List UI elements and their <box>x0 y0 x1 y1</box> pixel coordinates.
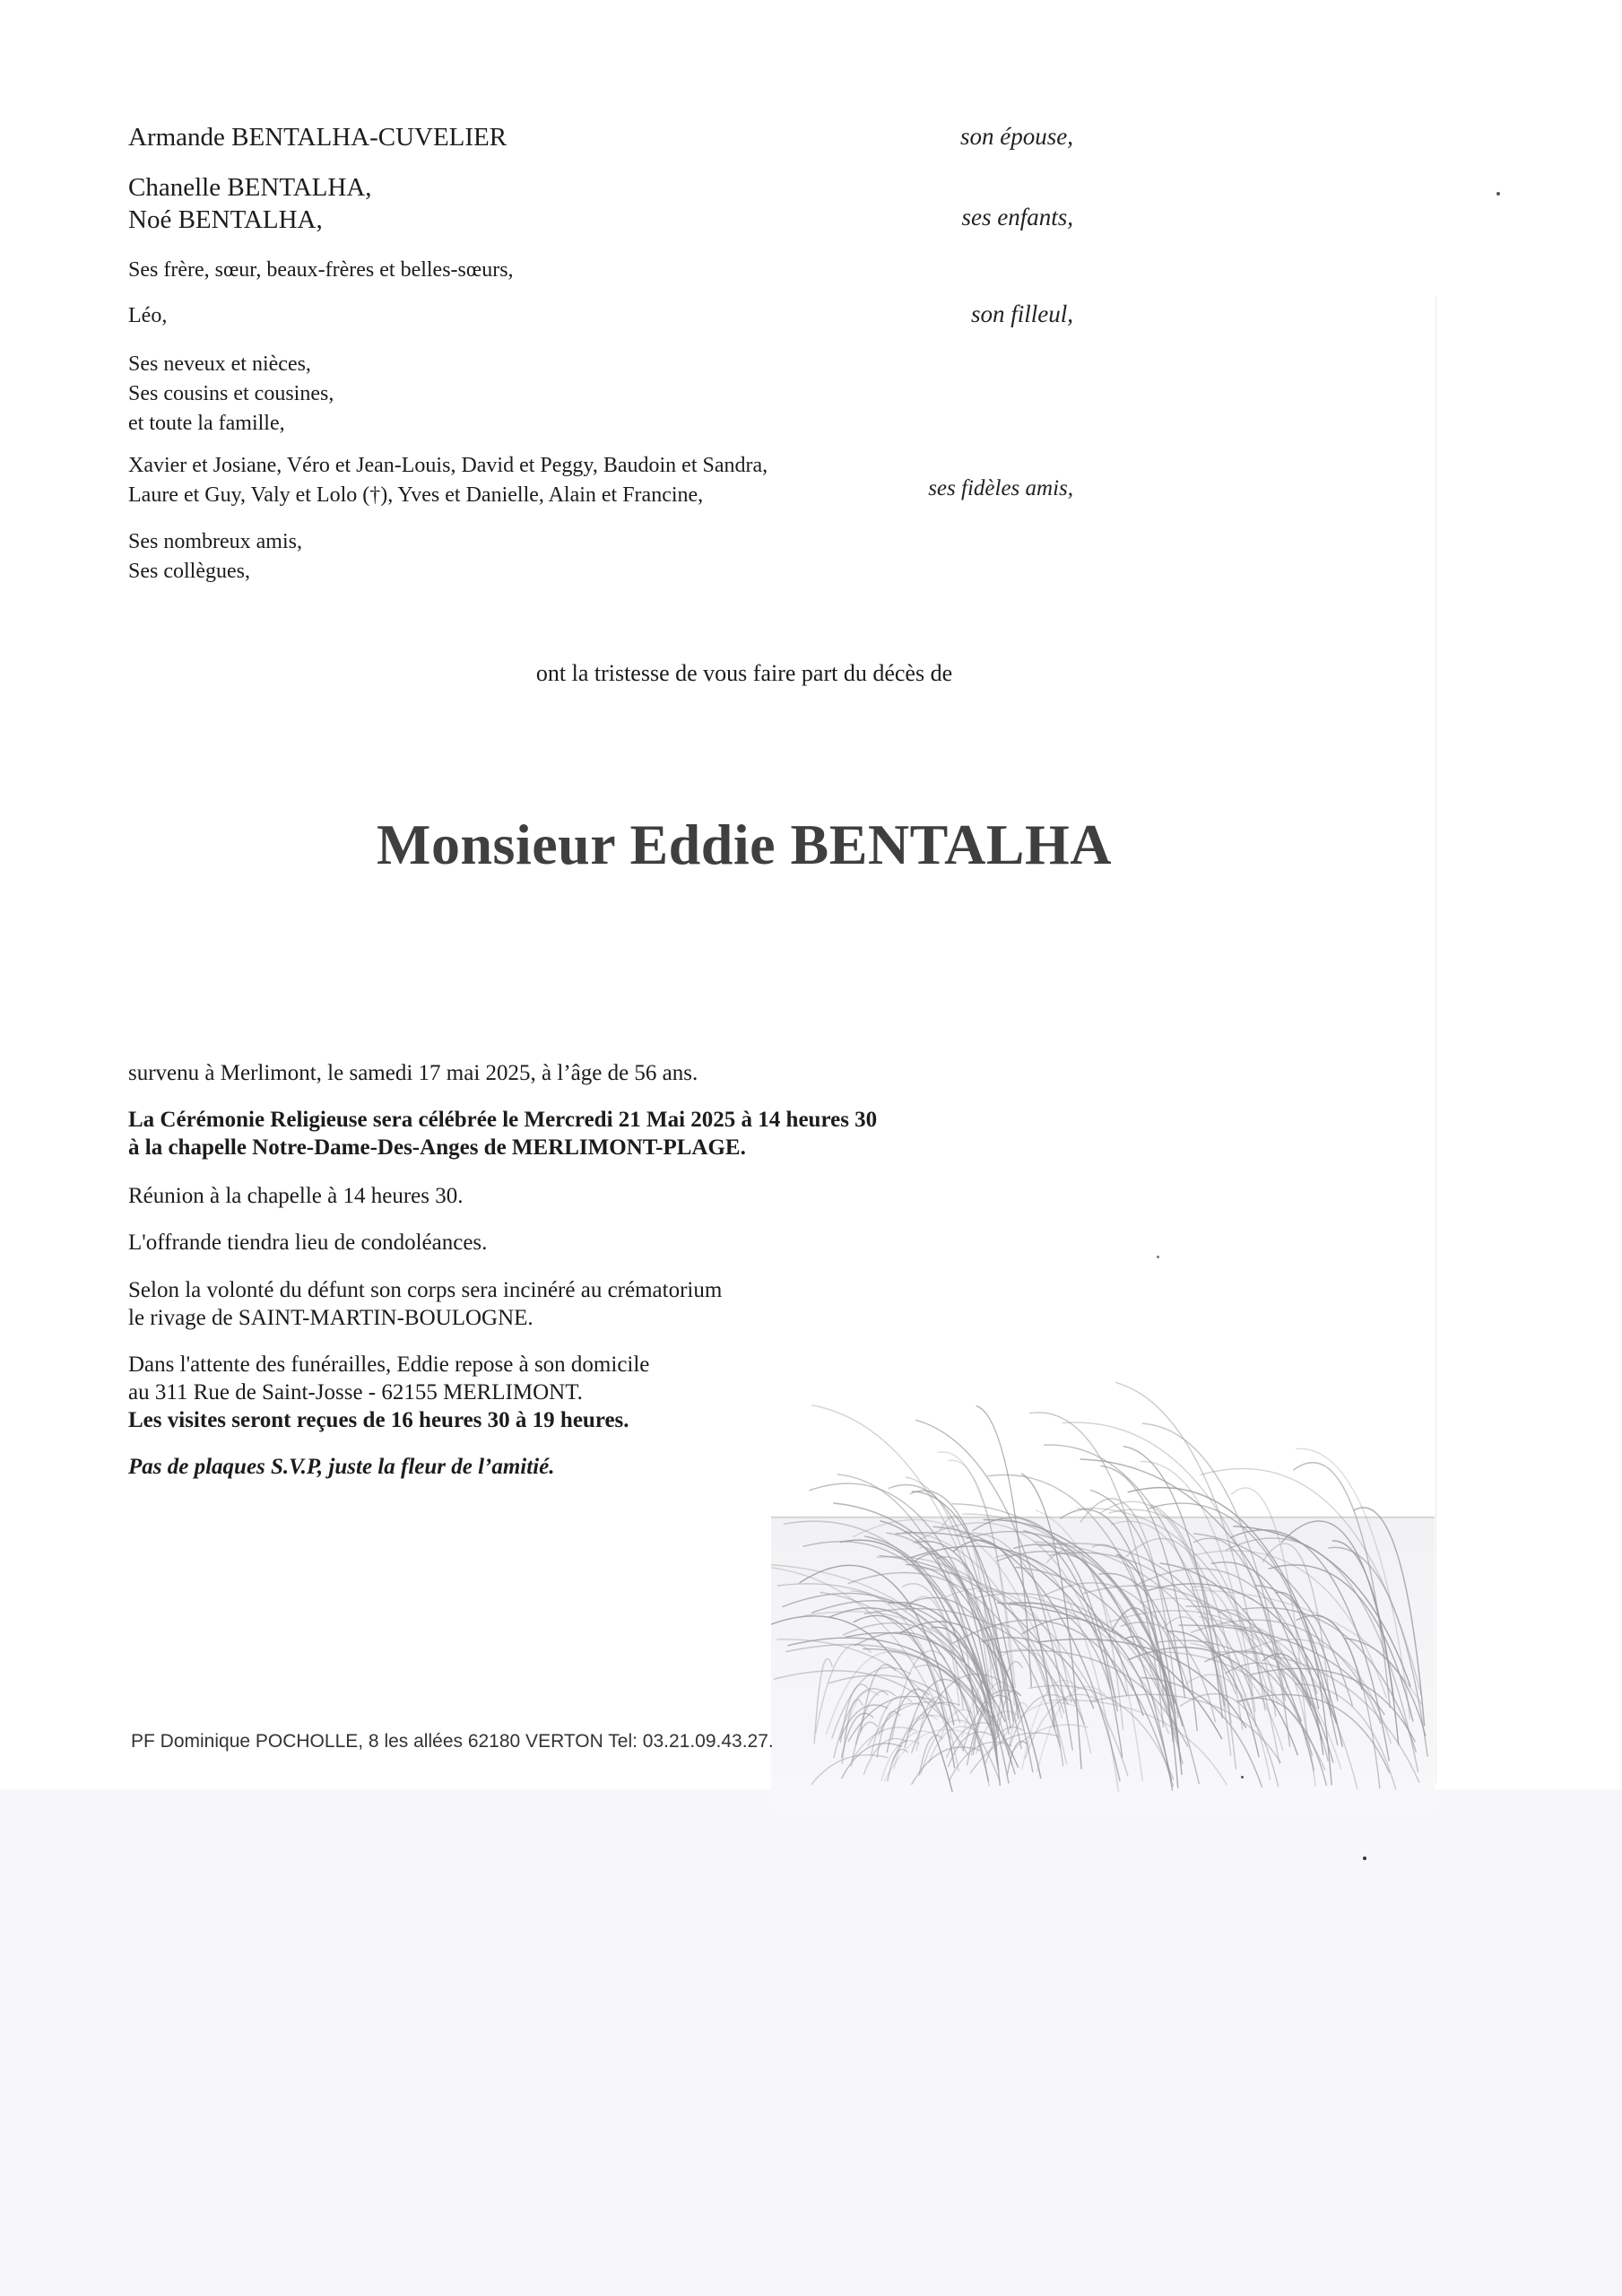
family-entry-colleagues <box>128 527 1348 587</box>
relation-label: son filleul, <box>971 300 1073 327</box>
passing-details: survenu à Merlimont, le samedi 17 mai 2025, à l’âge de 56 ans. <box>128 1061 698 1085</box>
relation-label: son épouse, <box>960 123 1073 150</box>
family-name: Chanelle BENTALHA, <box>128 173 372 202</box>
family-entry-extended <box>128 350 1348 439</box>
relation-label: ses fidèles amis, <box>928 476 1073 500</box>
rest-line: Dans l'attente des funérailles, Eddie repose à son domicile <box>128 1352 650 1377</box>
funeral-home-footer: PF Dominique POCHOLLE, 8 les allées 62180 VERTON Tel: 03.21.09.43.27. <box>131 1731 774 1752</box>
family-name: Armande BENTALHA-CUVELIER <box>128 123 507 152</box>
family-name: Xavier et Josiane, Véro et Jean-Louis, David et Peggy, Baudoin et Sandra, <box>128 454 768 477</box>
family-name: Ses collègues, <box>128 560 250 583</box>
visits-line: Les visites seront reçues de 16 heures 30 à 19 heures. <box>128 1408 629 1432</box>
family-entry-children <box>128 171 1348 236</box>
family-entry-siblings <box>128 256 1348 285</box>
family-name: Ses frère, sœur, beaux-frères et belles-sœurs, <box>128 258 514 282</box>
family-name: Léo, <box>128 304 168 327</box>
family-name: Ses neveux et nièces, <box>128 352 311 376</box>
meeting-details: Réunion à la chapelle à 14 heures 30. <box>128 1184 464 1208</box>
rest-line: au 311 Rue de Saint-Josse - 62155 MERLIMONT. <box>128 1380 583 1405</box>
family-name: Ses cousins et cousines, <box>128 382 334 405</box>
family-entry-friends <box>128 451 1348 510</box>
family-name: Ses nombreux amis, <box>128 530 302 553</box>
cremation-line: Selon la volonté du défunt son corps sera incinéré au crématorium <box>128 1278 723 1302</box>
ceremony-line: La Cérémonie Religieuse sera célébrée le Mercredi 21 Mai 2025 à 14 heures 30 <box>128 1108 878 1132</box>
cremation-line: le rivage de SAINT-MARTIN-BOULOGNE. <box>128 1306 533 1330</box>
offering-details: L'offrande tiendra lieu de condoléances. <box>128 1231 488 1255</box>
family-entry-godson <box>128 301 1348 331</box>
family-name: Noé BENTALHA, <box>128 205 323 234</box>
scan-speck <box>1496 192 1500 196</box>
deceased-name: Monsieur Eddie BENTALHA <box>377 813 1112 876</box>
family-name: Laure et Guy, Valy et Lolo (†), Yves et Danielle, Alain et Francine, <box>128 483 704 507</box>
ceremony-details <box>128 1106 1025 1161</box>
family-name: et toute la famille, <box>128 412 285 435</box>
scan-speck <box>1157 1256 1159 1258</box>
ceremony-line: à la chapelle Notre-Dame-Des-Anges de MERLIMONT-PLAGE. <box>128 1135 746 1160</box>
family-entry-spouse <box>128 121 1348 153</box>
scan-background-band <box>0 1789 1622 2296</box>
plaques-note: Pas de plaques S.V.P, juste la fleur de l’amitié. <box>128 1455 555 1479</box>
scan-speck <box>1241 1776 1244 1779</box>
scan-speck <box>1363 1857 1366 1860</box>
announcement-intro: ont la tristesse de vous faire part du décès de <box>535 660 953 686</box>
relation-label: ses enfants, <box>961 204 1073 230</box>
dune-grass-illustration <box>771 1309 1435 1812</box>
